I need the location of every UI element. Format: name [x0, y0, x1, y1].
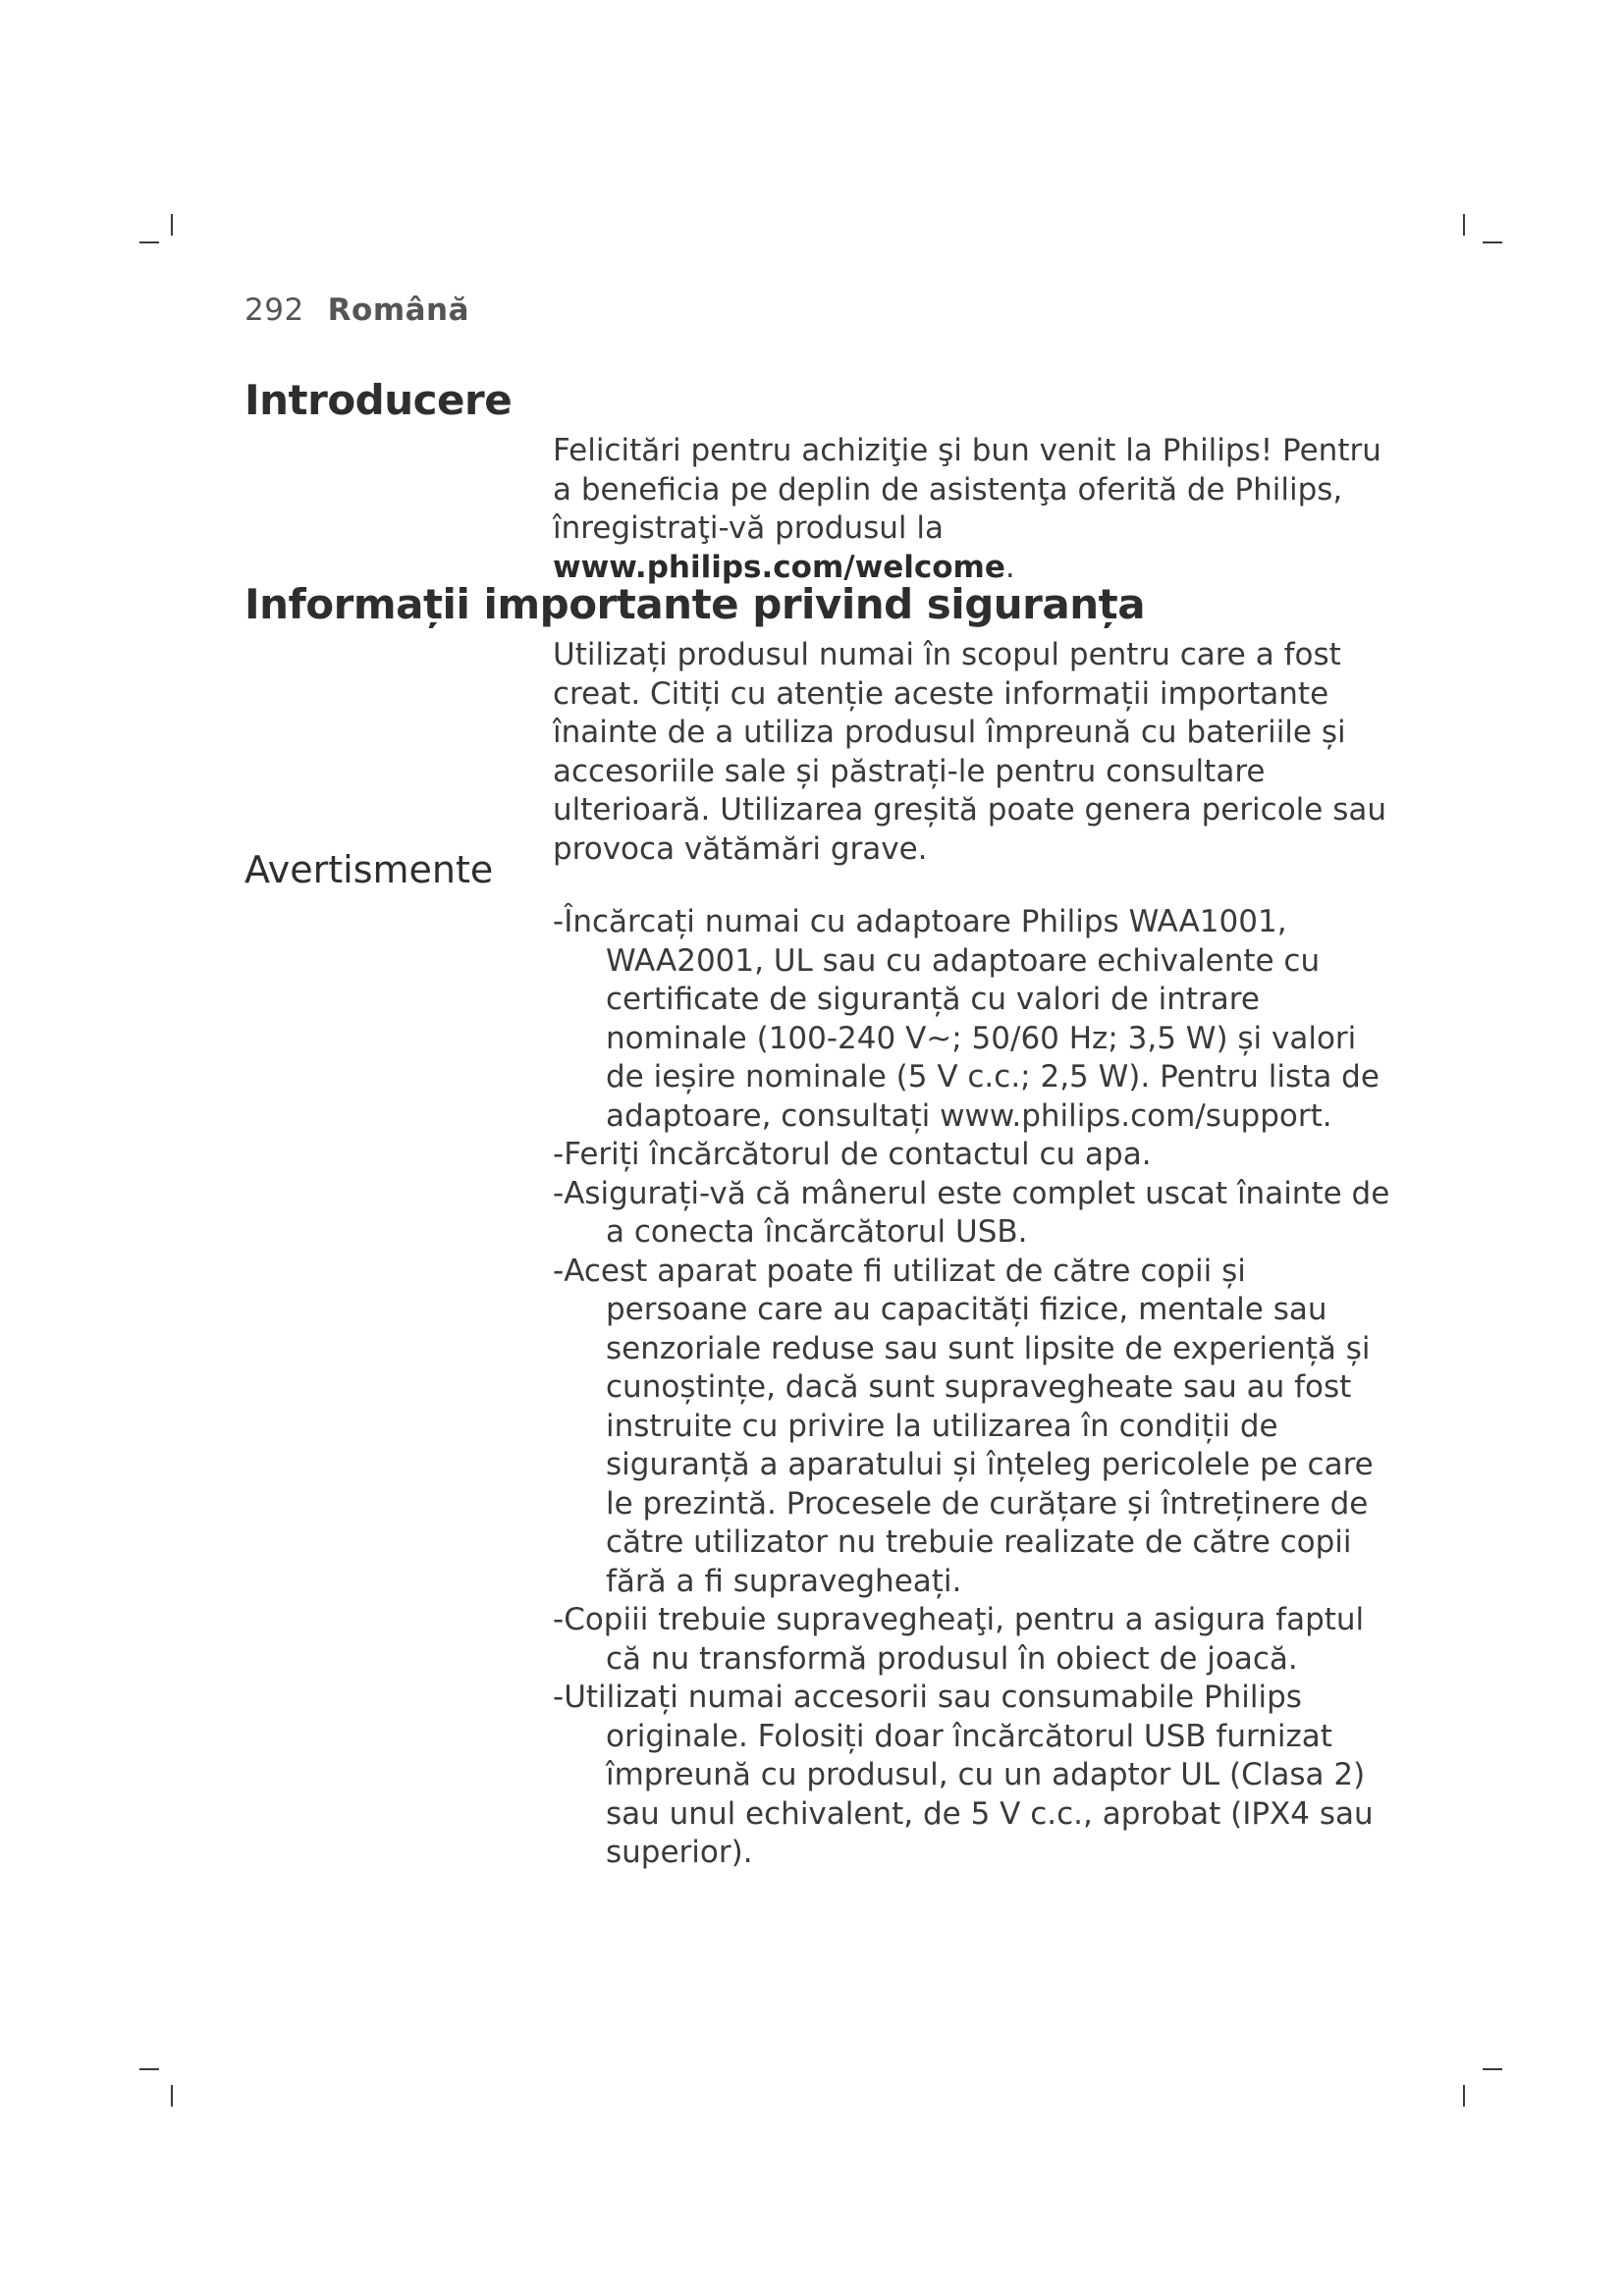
crop-mark-bottom-left-h	[139, 2068, 159, 2070]
intro-period: .	[1004, 549, 1015, 585]
welcome-link[interactable]: www.philips.com/welcome	[553, 549, 1005, 585]
safety-paragraph: Utilizați produsul numai în scopul pentru care a fost creat. Citiți cu atenție aceste informații importante înainte de a utiliza produsul împreună cu bateriile și accesoriile sale și păstrați-le pentru consultare ulterioară. Utilizarea greșită poate genera pericole sau provoca vătămări grave.	[553, 637, 1387, 867]
crop-mark-bottom-right-v	[1463, 2085, 1465, 2107]
warnings-list	[553, 903, 1397, 1873]
safety-heading: Informații importante privind siguranța	[244, 580, 1146, 628]
intro-heading: Introducere	[244, 376, 513, 424]
page-number: 292	[244, 293, 304, 328]
intro-paragraph	[553, 432, 1397, 587]
crop-mark-top-left-v	[171, 214, 173, 236]
crop-mark-top-right-h	[1483, 241, 1502, 243]
list-item: -Încărcați numai cu adaptoare Philips WAA1001, WAA2001, UL sau cu adaptoare echivalente cu certificate de siguranță cu valori de intrare nominale (100-240 V~; 50/60 Hz; 3,5 W) și valori de ieșire nominale (5 V c.c.; 2,5 W). Pentru lista de adaptoare, consultați www.philips.com/support.	[553, 904, 1380, 1134]
crop-mark-bottom-left-v	[171, 2085, 173, 2107]
warnings-heading: Avertismente	[244, 848, 494, 891]
list-item: -Asigurați-vă că mânerul este complet uscat înainte de a conecta încărcătorul USB.	[553, 1175, 1390, 1250]
crop-mark-bottom-right-h	[1483, 2068, 1502, 2070]
crop-mark-top-left-h	[139, 241, 159, 243]
list-item: -Copiii trebuie supravegheaţi, pentru a asigura faptul că nu transformă produsul în obiect de joacă.	[553, 1602, 1365, 1677]
intro-text: Felicitări pentru achiziţie şi bun venit la Philips! Pentru a beneficia pe deplin de asistenţa oferită de Philips, înregistraţi-vă produsul la	[553, 433, 1381, 546]
list-item: -Acest aparat poate fi utilizat de către copii și persoane care au capacități fizice, mentale sau senzoriale reduse sau sunt lipsite de experiență și cunoștințe, dacă sunt supravegheate sau au fost instruite cu privire la utilizarea în condiții de siguranță a aparatului și înțeleg pericolele pe care le prezintă. Procesele de curățare și întreținere de către utilizator nu trebuie realizate de către copii fără a fi supravegheați.	[553, 1253, 1374, 1599]
crop-mark-top-right-v	[1463, 214, 1465, 236]
page-header	[244, 293, 469, 328]
list-item: -Utilizați numai accesorii sau consumabile Philips originale. Folosiți doar încărcătorul USB furnizat împreună cu produsul, cu un adaptor UL (Clasa 2) sau unul echivalent, de 5 V c.c., aprobat (IPX4 sau superior).	[553, 1680, 1374, 1870]
page-language: Română	[327, 293, 470, 328]
list-item: -Feriți încărcătorul de contactul cu apa.	[553, 1137, 1152, 1172]
